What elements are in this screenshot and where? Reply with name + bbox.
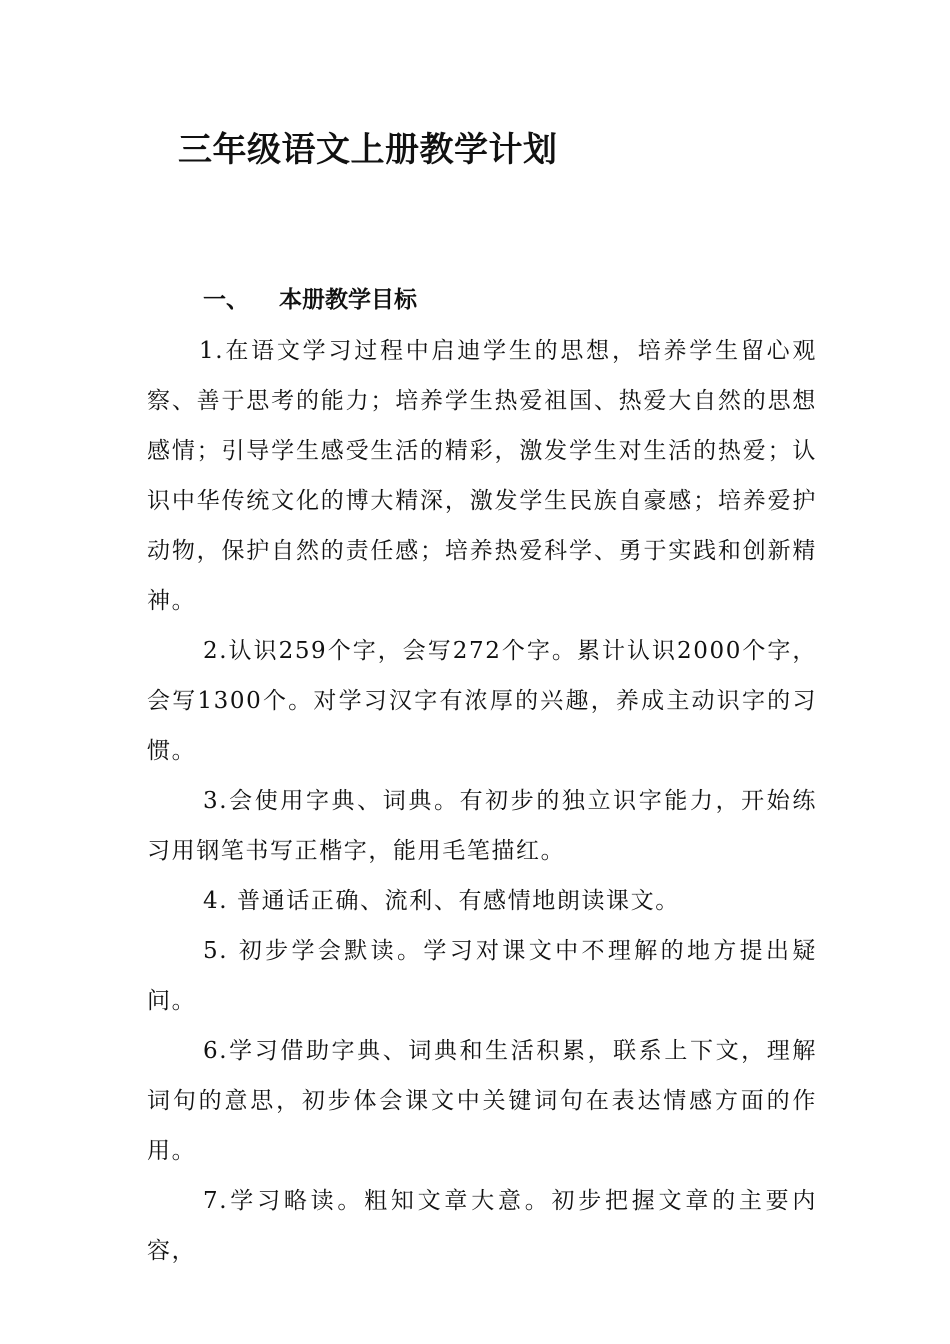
- paragraph-goal-5: 5. 初步学会默读。学习对课文中不理解的地方提出疑问。: [147, 938, 817, 1014]
- paragraph-goal-6: 6.学习借助字典、词典和生活积累，联系上下文，理解词句的意思，初步体会课文中关键词句在表达情感方面的作用。: [147, 1038, 817, 1164]
- section-heading: [203, 282, 417, 318]
- paragraph-goal-7: 7.学习略读。粗知文章大意。初步把握文章的主要内容，: [147, 1188, 817, 1264]
- paragraph-goal-1: 1.在语文学习过程中启迪学生的思想，培养学生留心观察、善于思考的能力；培养学生热爱祖国、热爱大自然的思想感情；引导学生感受生活的精彩，激发学生对生活的热爱；认识中华传统文化的博大精深，激发学生民族自豪感；培养爱护动物，保护自然的责任感；培养热爱科学、勇于实践和创新精神。: [147, 338, 817, 614]
- paragraph-goal-3: 3.会使用字典、词典。有初步的独立识字能力，开始练习用钢笔书写正楷字，能用毛笔描红。: [147, 788, 817, 864]
- document-title: 三年级语文上册教学计划: [178, 130, 558, 170]
- section-heading-text: 本册教学目标: [279, 287, 417, 313]
- paragraph-goal-2: 2.认识259个字，会写272个字。累计认识2000个字，会写1300个。对学习汉字有浓厚的兴趣，养成主动识字的习惯。: [147, 638, 817, 764]
- paragraph-goal-4: 4. 普通话正确、流利、有感情地朗读课文。: [203, 888, 680, 914]
- document-body: [147, 326, 817, 1276]
- section-number: 一、: [203, 287, 249, 313]
